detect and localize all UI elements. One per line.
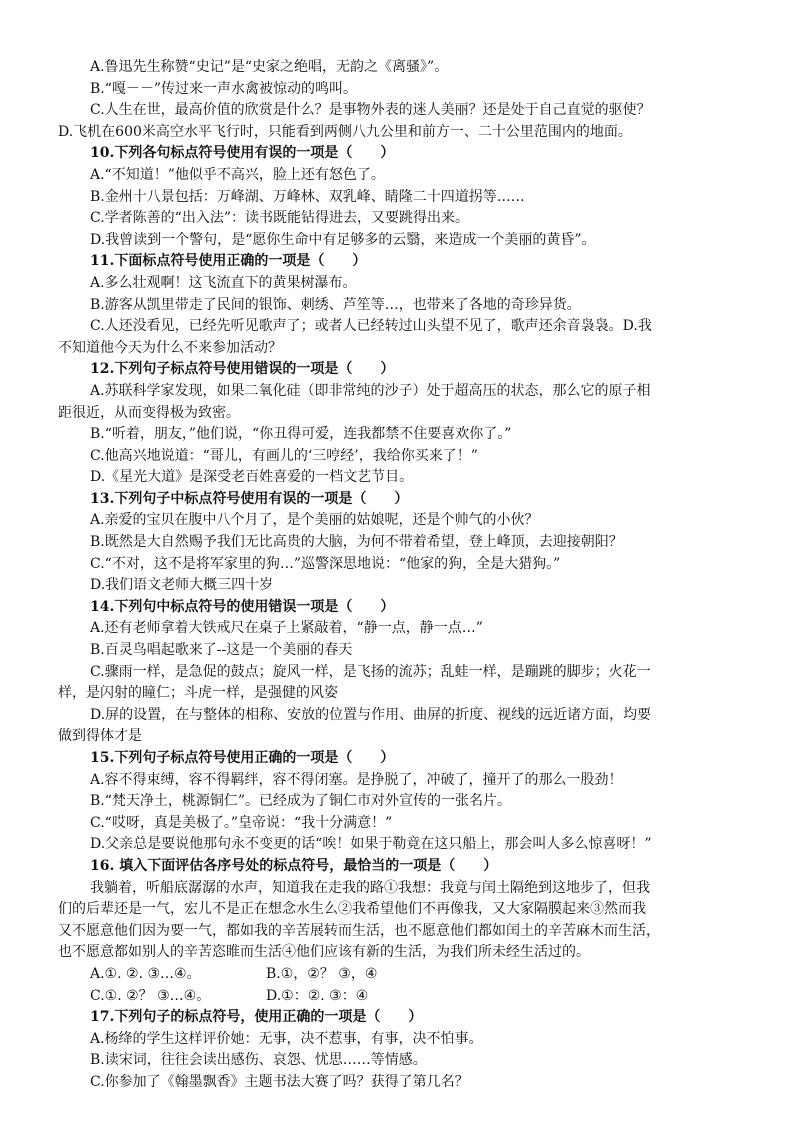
text-line: D.《星光大道》是深受老百姓喜爱的一档文艺节目。 xyxy=(90,469,414,486)
text-line: D.屏的设置，在与整体的相称、安放的位置与作用、曲屏的折度、视线的远近诸方面，均要 xyxy=(90,706,652,723)
text-line: B.“嘎－－”传过来一声水禽被惊动的鸣叫。 xyxy=(90,80,358,97)
text-line: C.他高兴地说道：“哥儿，有画儿的‘三哼经’，我给你买来了！” xyxy=(90,447,478,464)
text-line: B.金州十八景包括：万峰湖、万峰林、双乳峰、睛隆二十四道拐等…… xyxy=(90,188,525,205)
question-heading: 15.下列句子标点符号使用正确的一项是（ ） xyxy=(90,750,395,766)
text-line: D.飞机在600米高空水平飞行时，只能看到两侧八九公里和前方一、二十公里范围内的地面。 xyxy=(58,123,632,140)
question-heading: 10.下列各句标点符号使用有误的一项是（ ） xyxy=(90,145,395,162)
text-line: 们的后辈还是一气，宏儿不是正在想念水生么②我希望他们不再像我，又大家隔膜起来③然而我 xyxy=(58,901,646,918)
text-line: A.杨绛的学生这样评价她：无事，决不惹事，有事，决不怕事。 xyxy=(90,1030,483,1047)
document-tail xyxy=(58,1007,754,1093)
text-line: C.人生在世，最高价值的欣赏是什么？是事物外表的迷人美丽？还是处于自己直觉的驱使？ xyxy=(90,102,651,119)
text-line: C.“不对，这不是将军家里的狗…”巡警深思地说：“他家的狗，全是大猎狗。” xyxy=(90,555,561,572)
text-line: B.“听着，朋友，”他们说，“你丑得可爱，连我都禁不住要喜欢你了。” xyxy=(90,426,512,443)
document-body xyxy=(58,57,754,964)
text-line: A.多么壮观啊！这飞流直下的黄果树瀑布。 xyxy=(90,274,357,291)
text-line: A.容不得束缚，容不得羁绊，容不得闭塞。是挣脱了，冲破了，撞开了的那么一股劲！ xyxy=(90,771,623,788)
text-line: D.我们语文老师大概三四十岁 xyxy=(90,577,274,594)
option-row xyxy=(58,964,754,986)
text-line: B.既然是大自然赐予我们无比高贵的大脑，为何不带着希望，登上峰顶，去迎接朝阳？ xyxy=(90,534,623,551)
question-heading: 17.下列句子的标点符号，使用正确的一项是（ ） xyxy=(90,1009,423,1026)
text-line: B.百灵鸟唱起歌来了--这是一个美丽的春天 xyxy=(90,642,353,659)
option-a: A.①. ②. ③…④。 xyxy=(90,965,201,982)
text-line: A.亲爱的宝贝在腹中八个月了，是个美丽的姑娘呢，还是个帅气的小伙？ xyxy=(90,512,539,529)
text-line: A.“不知道！”他似乎不高兴，脸上还有怒色了。 xyxy=(90,166,385,183)
text-line: 又不愿意他们因为要一气，都如我的辛苦展转而生活，也不愿意他们都如闰土的辛苦麻木而生活， xyxy=(58,922,660,939)
question-heading: 13.下列句子中标点符号使用有误的一项是（ ） xyxy=(90,490,409,507)
text-line: C.人还没看见，已经先听见歌声了；或者人已经转过山头望不见了，歌声还余音袅袅。D.我 xyxy=(90,318,652,335)
text-line: 我躺着，听船底潺潺的水声，知道我在走我的路①我想：我竟与闰土隔绝到这地步了，但我 xyxy=(90,879,650,896)
question-heading: 12.下列句子标点符号使用错误的一项是（ ） xyxy=(90,361,395,378)
text-line: 距很近，从而变得极为致密。 xyxy=(58,404,240,421)
text-line: 也不愿意都如别人的辛苦恣睢而生活④他们应该有新的生活，为我们所未经生活过的。 xyxy=(58,944,590,961)
text-line: C.你参加了《翰墨飘香》主题书法大赛了吗？获得了第几名？ xyxy=(90,1073,469,1090)
text-line: B.“梵天净土，桃源铜仁”。已经成为了铜仁市对外宣传的一张名片。 xyxy=(90,793,512,810)
text-line: 不知道他今天为什么不来参加活动？ xyxy=(58,339,282,356)
text-line: 做到得体才是 xyxy=(58,728,142,745)
text-line: A.鲁迅先生称赞“史记”是“史家之绝唱，无韵之《离骚》”。 xyxy=(90,59,449,75)
option-b: B.①，②？ ③，④ xyxy=(266,965,378,982)
text-line: B.读宋词，往往会读出感伤、哀怨、忧思……等情感。 xyxy=(90,1052,427,1069)
option-d: D.①：②. ③：④ xyxy=(266,987,369,1004)
text-line: C.骤雨一样，是急促的鼓点；旋风一样，是飞扬的流苏；乱蛙一样，是蹦跳的脚步；火花一 xyxy=(90,663,651,680)
question-heading: 14.下列句中标点符号的使用错误一项是（ ） xyxy=(90,598,395,615)
option-row xyxy=(58,986,754,1008)
text-line: A.苏联科学家发现，如果二氧化硅（即非常纯的沙子）处于超高压的状态，那么它的原子相 xyxy=(90,382,651,399)
option-c: C.①. ②？ ③…④。 xyxy=(90,987,211,1004)
question-16-options xyxy=(58,964,754,1007)
text-line: 样，是闪射的瞳仁；斗虎一样，是强健的风姿 xyxy=(58,685,338,702)
question-heading: 16. 填入下面评估各序号处的标点符号，最恰当的一项是（ ） xyxy=(90,857,498,874)
text-line: D.父亲总是要说他那句永不变更的话“唉！如果于勒竟在这只船上，那会叫人多么惊喜呀！” xyxy=(90,836,652,853)
text-line: C.学者陈善的“出入法”：读书既能钻得进去，又要跳得出来。 xyxy=(90,210,469,227)
text-line: C.“哎呀，真是美极了。”皇帝说：“我十分满意！” xyxy=(90,814,393,831)
text-line: D.我曾读到一个警句，是“愿你生命中有足够多的云翳，来造成一个美丽的黄昏”。 xyxy=(90,231,596,248)
text-line: A.还有老师拿着大铁戒尺在桌子上紧敲着，“静一点，静一点…” xyxy=(90,620,483,637)
question-heading: 11.下面标点符号使用正确的一项是（ ） xyxy=(90,253,367,270)
text-line: B.游客从凯里带走了民间的银饰、刺绣、芦笙等…，也带来了各地的奇珍异货。 xyxy=(90,296,581,313)
